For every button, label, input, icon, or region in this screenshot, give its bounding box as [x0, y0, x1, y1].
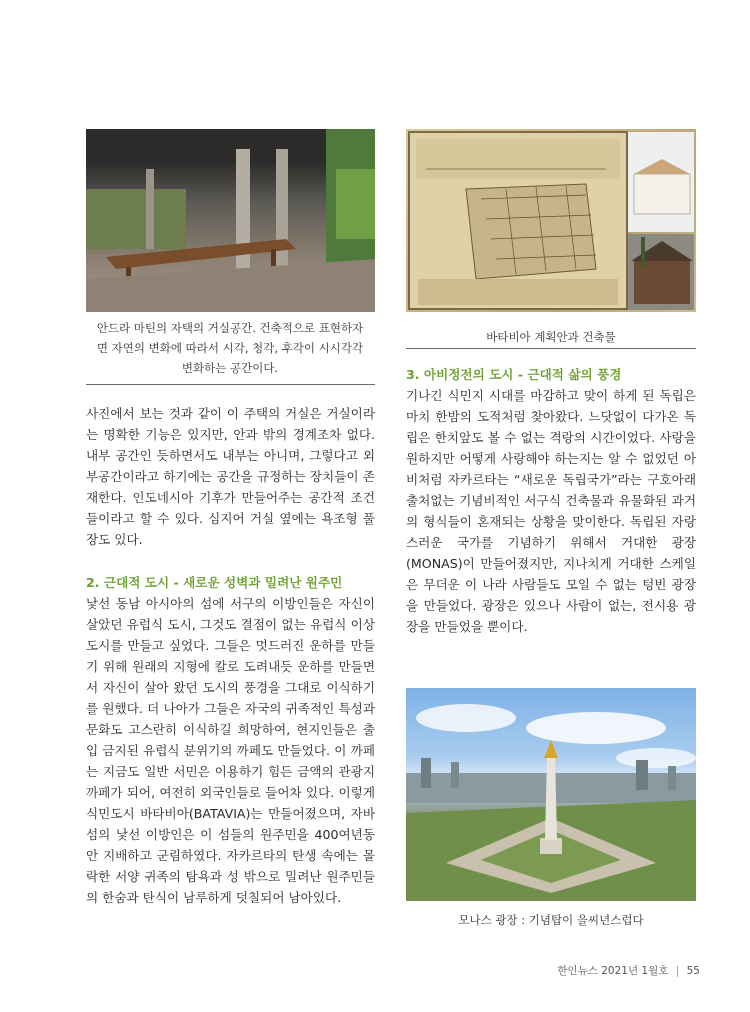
batavia-map-photo: [406, 129, 696, 312]
living-room-caption-line-2: 면 자연의 변화에 따라서 시각, 청각, 후각이 시시각각: [96, 341, 364, 355]
living-room-illustration: [86, 129, 375, 312]
paragraph-colonial-city: 낯선 동남 아시아의 섬에 서구의 이방인들은 자신이 살았던 유럽식 도시, 그것도 결점이 없는 유럽식 이상도시를 만들고 싶었다. 그들은 멋드러진 운하를 만들기 위해 원래의 지형에 칼로 도려내듯 운하를 만들면서 자신이 살아 왔던 도시의 풍경을 그대로 이식하기를 원했다. 더 나아가 그들은 자국의 귀족적인 특성과 문화도 고스란히 이식하길 희망하여, 현지인들은 출입 금지된 유럽식 분위기의 까페도 만들었다. 이 까페는 지금도 일반 서민은 이용하기 힘든 금액의 관광지 까페가 되어, 여전히 외국인들로 들어차 있다. 이렇게 식민도시 바타비아(BATAVIA)는 만들어졌으며, 자바섬의 낯선 이방인은 이 섬들의 원주민을 400여년동안 지배하고 군림하였다. 자카르타의 탄생 속에는 몰락한 서양 귀족의 탐욕과 성 밖으로 밀려난 원주민들의 한숨과 탄식이 남루하게 덧칠되어 남아있다.: [86, 596, 375, 905]
paragraph-independence: 기나긴 식민지 시대를 마감하고 맞이 하게 된 독립은 마치 한밤의 도적처럼 찾아왔다. 느닷없이 다가온 독립은 한치앞도 볼 수 없는 격랑의 시간이었다. 사랑을 원하지만 어떻게 사랑해야 하는지는 알 수 없었던 아비처럼 자카르타는 “새로운 독립국가”라는 구호아래 출처없는 기념비적인 서구식 건축물과 유물화된 과거의 형식들이 혼재되는 상황을 맞이한다. 독립된 자랑스러운 국가를 기념하기 위해서 거대한 광장(MONAS)이 만들어졌지만, 지나치게 거대한 스케일은 무더운 이 나라 사람들도 모일 수 없는 텅빈 광장을 만들었다. 광장은 있으나 사람이 없는, 전시용 광장을 만들었을 뿐이다.: [406, 388, 696, 634]
living-room-caption: [80, 318, 380, 378]
monas-caption: 모나스 광장 : 기념탑이 을씨년스럽다: [458, 913, 644, 927]
living-room-caption-line-3: 변화하는 공간이다.: [181, 361, 279, 375]
section-heading-3: 3. 아비정전의 도시 - 근대적 삶의 풍경: [406, 367, 622, 382]
section-heading-2: 2. 근대적 도시 - 새로운 성벽과 밀려난 원주민: [86, 575, 343, 590]
page-footer: [540, 963, 700, 978]
monas-square-photo: [406, 688, 696, 901]
monas-square-illustration: [406, 688, 696, 901]
batavia-map-caption: 바타비아 계획안과 건축물: [486, 330, 616, 344]
right-caption-divider: [406, 348, 696, 349]
page-number: 55: [686, 965, 700, 977]
footer-separator: |: [675, 965, 680, 977]
living-room-photo: [86, 129, 375, 312]
batavia-map-illustration: [406, 129, 696, 312]
paragraph-living-room: 사진에서 보는 것과 같이 이 주택의 거실은 거실이라는 명확한 기능은 있지만, 안과 밖의 경계조차 없다. 내부 공간인 듯하면서도 내부는 아니며, 그렇다고 외부공간이라고 하기에는 공간을 규정하는 장치들이 존재한다. 인도네시아 기후가 만들어주는 공간적 조건들이라고 할 수 있다. 심지어 거실 옆에는 욕조형 풀장도 있다.: [86, 406, 375, 547]
living-room-caption-line-1: 안드라 마틴의 자택의 거실공간. 건축적으로 표현하자: [96, 321, 364, 335]
publication-name: 한인뉴스 2021년 1월호: [557, 965, 669, 977]
left-caption-divider: [86, 384, 375, 385]
